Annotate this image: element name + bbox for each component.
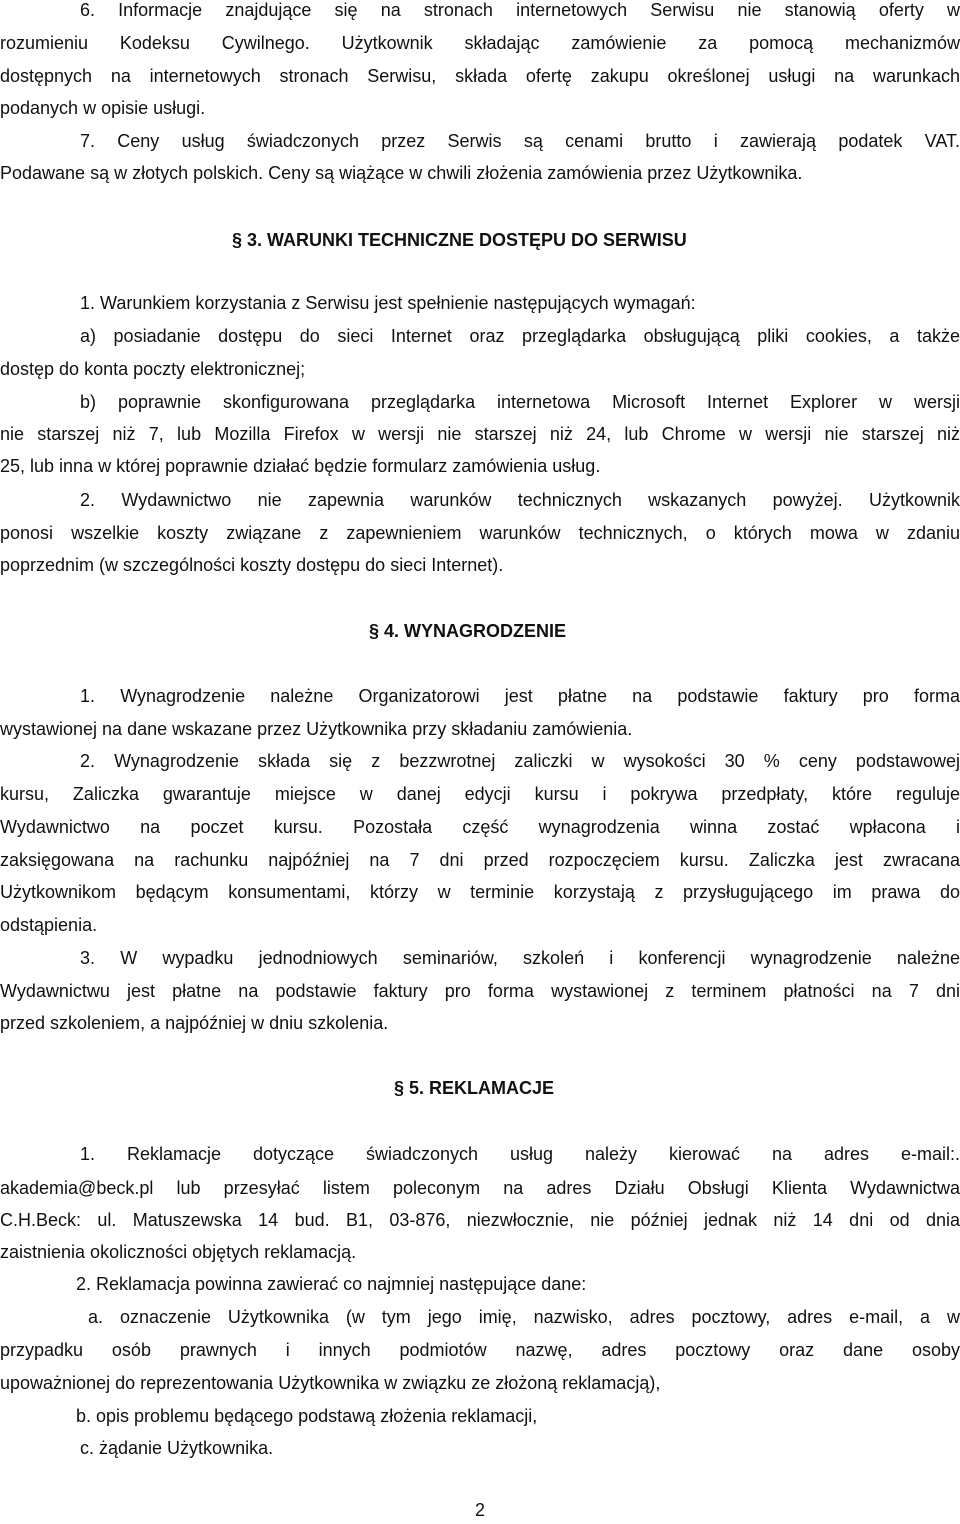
text-line: przed szkoleniem, a najpóźniej w dniu szkolenia. (0, 1013, 389, 1033)
text-line: 2. Wynagrodzenie składa się z bezzwrotnej zaliczki w wysokości 30 % ceny podstawowej (80, 751, 960, 771)
text-line: zaistnienia okoliczności objętych reklamacją. (0, 1242, 357, 1262)
text-line: 1. Wynagrodzenie należne Organizatorowi jest płatne na podstawie faktury pro forma (80, 686, 960, 706)
text-line: b. opis problemu będącego podstawą złożenia reklamacji, (76, 1406, 538, 1426)
text-line: Podawane są w złotych polskich. Ceny są wiążące w chwili złożenia zamówienia przez Użytkownika. (0, 163, 803, 183)
text-line: podanych w opisie usługi. (0, 98, 206, 118)
section-heading: § 5. REKLAMACJE (394, 1078, 555, 1098)
text-line: a. oznaczenie Użytkownika (w tym jego imię, nazwisko, adres pocztowy, adres e-mail, a w (88, 1307, 960, 1327)
text-line: dostęp do konta poczty elektronicznej; (0, 359, 306, 379)
text-line: zaksięgowana na rachunku najpóźniej na 7 dni przed rozpoczęciem kursu. Zaliczka jest zwracana (0, 850, 960, 870)
text-line: a) posiadanie dostępu do sieci Internet oraz przeglądarka obsługującą pliki cookies, a także (80, 326, 960, 346)
text-line: upoważnionej do reprezentowania Użytkownika w związku ze złożoną reklamacją), (0, 1373, 661, 1393)
text-line: 25, lub inna w której poprawnie działać będzie formularz zamówienia usług. (0, 456, 601, 476)
text-line: nie starszej niż 7, lub Mozilla Firefox w wersji nie starszej niż 24, lub Chrome w wersji nie starszej niż (0, 424, 960, 444)
text-line: 6. Informacje znajdujące się na stronach internetowych Serwisu nie stanowią oferty w (80, 0, 960, 20)
page-number: 2 (474, 1500, 485, 1520)
text-line: 7. Ceny usług świadczonych przez Serwis są cenami brutto i zawierają podatek VAT. (80, 131, 960, 151)
text-line: 1. Reklamacje dotyczące świadczonych usług należy kierować na adres e-mail:. (80, 1144, 960, 1164)
text-line: C.H.Beck: ul. Matuszewska 14 bud. B1, 03-876, niezwłocznie, nie później jednak niż 14 dni od dnia (0, 1210, 960, 1230)
text-line: kursu, Zaliczka gwarantuje miejsce w danej edycji kursu i pokrywa przedpłaty, które reguluje (0, 784, 960, 804)
text-line: akademia@beck.pl lub przesyłać listem poleconym na adres Działu Obsługi Klienta Wydawnictwa (0, 1178, 960, 1198)
text-line: poprzednim (w szczególności koszty dostępu do sieci Internet). (0, 555, 504, 575)
text-line: 1. Warunkiem korzystania z Serwisu jest spełnienie następujących wymagań: (80, 293, 696, 313)
section-heading: § 3. WARUNKI TECHNICZNE DOSTĘPU DO SERWISU (232, 230, 687, 250)
text-line: c. żądanie Użytkownika. (80, 1438, 274, 1458)
text-line: dostępnych na internetowych stronach Serwisu, składa ofertę zakupu określonej usługi na warunkach (0, 66, 960, 86)
text-line: Użytkownikom będącym konsumentami, którzy w terminie korzystają z przysługującego im prawa do (0, 882, 960, 902)
text-line: ponosi wszelkie koszty związane z zapewnieniem warunków technicznych, o których mowa w zdaniu (0, 523, 960, 543)
text-line: rozumieniu Kodeksu Cywilnego. Użytkownik składając zamówienie za pomocą mechanizmów (0, 33, 960, 53)
section-heading: § 4. WYNAGRODZENIE (369, 621, 567, 641)
text-line: Wydawnictwo na poczet kursu. Pozostała część wynagrodzenia winna zostać wpłacona i (0, 817, 960, 837)
text-line: Wydawnictwu jest płatne na podstawie faktury pro forma wystawionej z terminem płatności na 7 dni (0, 981, 960, 1001)
text-line: przypadku osób prawnych i innych podmiotów nazwę, adres pocztowy oraz dane osoby (0, 1340, 960, 1360)
text-line: 2. Wydawnictwo nie zapewnia warunków technicznych wskazanych powyżej. Użytkownik (80, 490, 960, 510)
text-line: b) poprawnie skonfigurowana przeglądarka internetowa Microsoft Internet Explorer w wersji (80, 392, 960, 412)
text-line: 3. W wypadku jednodniowych seminariów, szkoleń i konferencji wynagrodzenie należne (80, 948, 960, 968)
text-line: wystawionej na dane wskazane przez Użytkownika przy składaniu zamówienia. (0, 719, 633, 739)
text-line: 2. Reklamacja powinna zawierać co najmniej następujące dane: (76, 1274, 587, 1294)
text-line: odstąpienia. (0, 915, 98, 935)
